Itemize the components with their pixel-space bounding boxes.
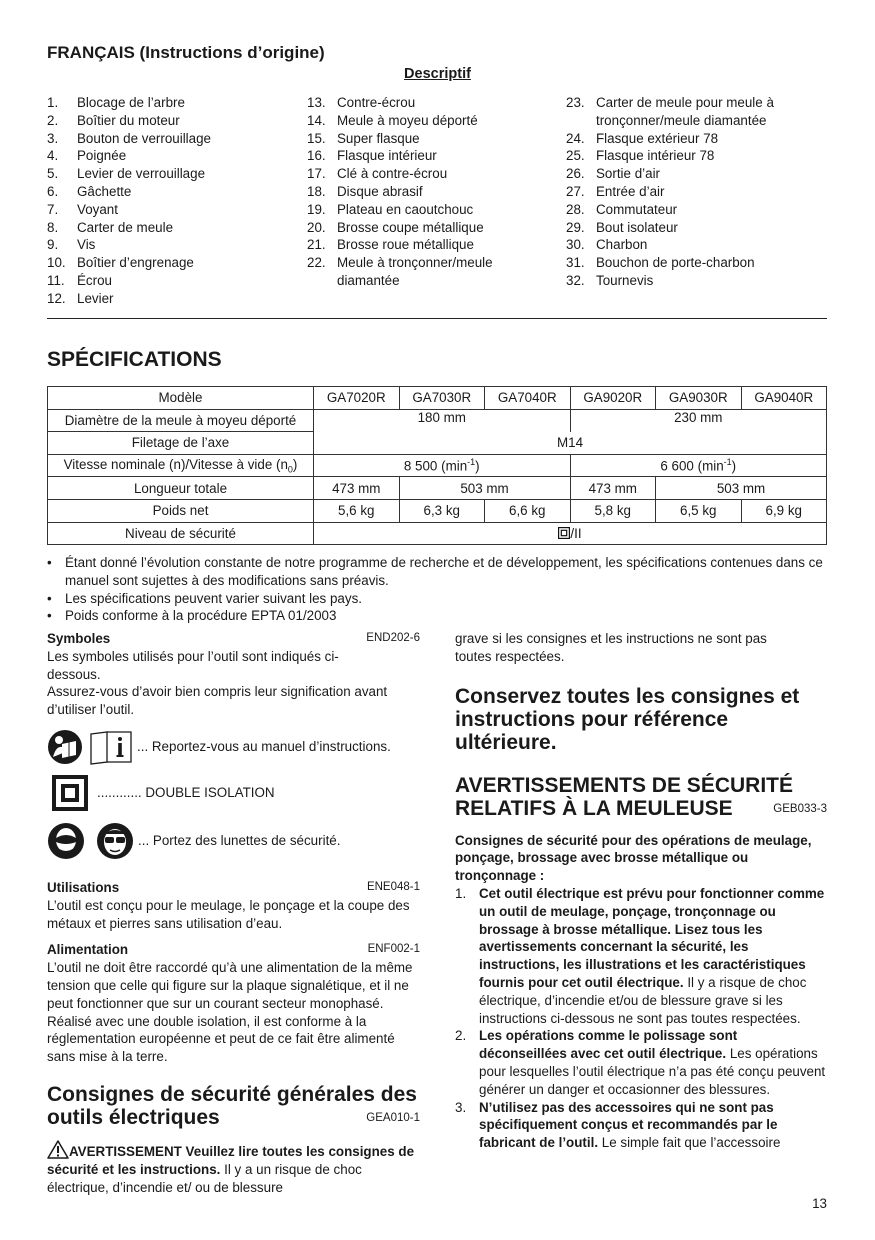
table-row [48, 387, 827, 410]
list-item: 19. Plateau en caoutchouc [307, 201, 474, 217]
general-safety-heading: Consignes de sécurité générales des outils électriques GEA010-1 [47, 1082, 420, 1129]
warning-paragraph: AVERTISSEMENT Veuillez lire toutes les consignes de sécurité et les instructions. Il y a un risque de choc électrique, d’incendie et/ ou de blessure [47, 1140, 420, 1196]
length-cell: 503 mm [656, 477, 827, 500]
grinder-warnings-heading: AVERTISSEMENTS DE SÉCURITÉ RELATIFS À LA MEULEUSE GEB033-3 [455, 773, 827, 820]
list-item: 8. Carter de meule [47, 219, 174, 235]
list-item: 15. Super flasque [307, 130, 420, 146]
descriptif-column-2 [307, 94, 552, 290]
list-item: 3. Bouton de verrouillage [47, 130, 211, 146]
list-item: 3. N’utilisez pas des accessoires qui ne sont pas spécifiquement conçus et recommandés par le fabricant de l’outil. Le simple fait que l’accessoire [455, 1099, 781, 1151]
weight-cell: 5,8 kg [570, 499, 656, 522]
descriptif-column-3 [566, 94, 827, 290]
list-item: 21. Brosse roue métallique [307, 237, 474, 253]
table-row [48, 477, 827, 500]
list-item: 20. Brosse coupe métallique [307, 219, 484, 235]
paragraph: L’outil est conçu pour le meulage, le ponçage et la coupe des métaux et pierres sans utilisation d’eau. [47, 897, 410, 931]
weight-label: Poids net [48, 499, 314, 522]
model-cell: GA9030R [656, 387, 742, 410]
model-cell: GA7030R [399, 387, 485, 410]
list-item: 9. Vis [47, 237, 96, 253]
weight-cell: 6,6 kg [485, 499, 571, 522]
table-row [48, 432, 827, 455]
safety-glasses-icon [96, 822, 134, 860]
list-item: 2. Les opérations comme le polissage sont déconseillées avec cet outil électrique. Les opérations pour lesquelles l’outil électrique n’a pas été conçu peuvent générer un danger et occasionner des blessures. [455, 1028, 826, 1097]
table-row [48, 522, 827, 545]
speed-cell: 6 600 $(\min^{-1})$ [570, 454, 827, 477]
symbol-row-double-insulation: ............ DOUBLE ISOLATION [47, 775, 420, 811]
weight-cell: 6,5 kg [656, 499, 742, 522]
info-manual-icon [87, 729, 135, 765]
symbol-row-safety-glasses: ... Portez des lunettes de sécurité. [47, 821, 420, 861]
keep-instructions-heading: Conservez toutes les consignes et instructions pour référence ultérieure. [455, 684, 800, 754]
list-item: 23. Carter de meule pour meule à tronçonner/meule diamantée [566, 95, 774, 128]
descriptif-column-1 [47, 94, 287, 308]
list-item: 12. Levier [47, 290, 114, 306]
reference-code: GEA010-1 [366, 1112, 420, 1125]
double-insulation-icon [558, 527, 570, 539]
model-cell: GA7040R [485, 387, 571, 410]
left-column [47, 630, 420, 1196]
specifications-table [47, 386, 827, 545]
model-label: Modèle [48, 387, 314, 410]
specifications-title: SPÉCIFICATIONS [47, 348, 222, 371]
weight-cell: 5,6 kg [314, 499, 400, 522]
list-item: 10. Boîtier d’engrenage [47, 255, 194, 271]
diameter-cell: 180 mm [314, 409, 571, 432]
list-item: 1. Blocage de l’arbre [47, 95, 185, 110]
length-cell: 503 mm [399, 477, 570, 500]
list-item: 14. Meule à moyeu déporté [307, 112, 478, 128]
list-item: 2. Boîtier du moteur [47, 112, 180, 128]
safety-instructions-list [455, 885, 827, 1152]
list-item: 28. Commutateur [566, 201, 678, 217]
model-cell: GA9040R [741, 387, 827, 410]
list-item: 13. Contre-écrou [307, 95, 416, 110]
list-item: 32. Tournevis [566, 272, 654, 288]
table-row [48, 454, 827, 477]
thread-label: Filetage de l’axe [48, 432, 314, 455]
diameter-label: Diamètre de la meule à moyeu déporté [48, 409, 314, 432]
spec-notes [47, 554, 827, 625]
list-item: 6. Gâchette [47, 183, 132, 199]
paragraph: L’outil ne doit être raccordé qu’à une alimentation de la même tension que celle qui figure sur la plaque signalétique, et il ne peut fonctionner que sur un courant secteur monophasé. Réalisé avec une double isolation, il est conforme à la réglementation européenne et peut de ce fait être alimenté sans mise à la terre. [47, 960, 413, 1065]
list-item: 17. Clé à contre-écrou [307, 166, 448, 182]
list-item: 24. Flasque extérieur 78 [566, 130, 719, 146]
model-cell: GA9020R [570, 387, 656, 410]
list-item: • Poids conforme à la procédure EPTA 01/2003 [47, 608, 337, 624]
reference-code: GEB033-3 [773, 802, 827, 815]
intro-paragraph: Consignes de sécurité pour des opérations de meulage, ponçage, brossage avec brosse métallique ou tronçonnage : [455, 832, 812, 884]
double-insulation-icon [52, 775, 88, 811]
length-label: Longueur totale [48, 477, 314, 500]
speed-label: Vitesse nominale (n)/Vitesse à vide $(n_0)$ [48, 454, 314, 477]
list-item: • Étant donné l’évolution constante de notre programme de recherche et de développement, les spécifications contenues dans ce manuel sont sujettes à des modifications sans préavis. [47, 555, 823, 588]
list-item: 26. Sortie d’air [566, 166, 661, 182]
weight-cell: 6,3 kg [399, 499, 485, 522]
reference-code: END202-6 [366, 632, 420, 644]
safety-level-label: Niveau de sécurité [48, 522, 314, 545]
list-item: 31. Bouchon de porte-charbon [566, 255, 755, 271]
symbols-heading: Symboles END202-6 [47, 631, 420, 646]
weight-cell: 6,9 kg [741, 499, 827, 522]
symbol-row-manual: ... Reportez-vous au manuel d’instructions. [47, 729, 420, 765]
reference-code: ENF002-1 [367, 943, 420, 956]
paragraph: Assurez-vous d’avoir bien compris leur signification avant d’utiliser l’outil. [47, 684, 388, 718]
list-item: 30. Charbon [566, 237, 648, 253]
page-language-title: FRANÇAIS (Instructions d’origine) [47, 43, 325, 62]
list-item: 16. Flasque intérieur [307, 148, 437, 164]
list-item: 7. Voyant [47, 201, 118, 217]
speed-cell: 8 500 $(\min^{-1})$ [314, 454, 571, 477]
page-number: 13 [812, 1196, 827, 1211]
descriptif-heading: Descriptif [404, 66, 471, 82]
list-item: 1. Cet outil électrique est prévu pour fonctionner comme un outil de meulage, ponçage, tronçonnage ou brossage à brosse métallique. Lisez tous les avertissements concernant la sécurité, les instructions, les illustrations et les caractéristiques fournis pour cet outil électrique. Il y a risque de choc électrique, d’incendie et/ou de blessure grave si les instructions ci-dessous ne sont pas toutes respectées. [455, 885, 825, 1026]
right-column [455, 630, 827, 1152]
warning-triangle-icon [47, 1140, 69, 1159]
list-item: 11. Écrou [47, 272, 112, 288]
read-manual-icon [47, 729, 83, 765]
paragraph: grave si les consignes et les instructions ne sont pas toutes respectées. [455, 631, 767, 664]
table-row [48, 409, 827, 432]
diameter-cell: 230 mm [570, 409, 827, 432]
face-shield-icon [47, 822, 85, 860]
list-item: 5. Levier de verrouillage [47, 166, 206, 182]
power-heading: Alimentation ENF002-1 [47, 942, 420, 958]
model-cell: GA7020R [314, 387, 400, 410]
thread-cell: M14 [314, 432, 827, 455]
safety-level-cell: /II [314, 522, 827, 545]
reference-code: ENE048-1 [366, 880, 420, 893]
length-cell: 473 mm [570, 477, 656, 500]
table-row [48, 499, 827, 522]
list-item: 25. Flasque intérieur 78 [566, 148, 715, 164]
section-divider [47, 318, 827, 319]
paragraph: Les symboles utilisés pour l’outil sont indiqués ci-dessous. [47, 648, 339, 682]
list-item: 4. Poignée [47, 148, 127, 164]
length-cell: 473 mm [314, 477, 400, 500]
uses-heading: Utilisations ENE048-1 [47, 879, 420, 895]
list-item: 22. Meule à tronçonner/meule diamantée [307, 255, 493, 288]
list-item: 18. Disque abrasif [307, 183, 423, 199]
list-item: 29. Bout isolateur [566, 219, 678, 235]
list-item: • Les spécifications peuvent varier suivant les pays. [47, 590, 362, 606]
list-item: 27. Entrée d’air [566, 183, 665, 199]
